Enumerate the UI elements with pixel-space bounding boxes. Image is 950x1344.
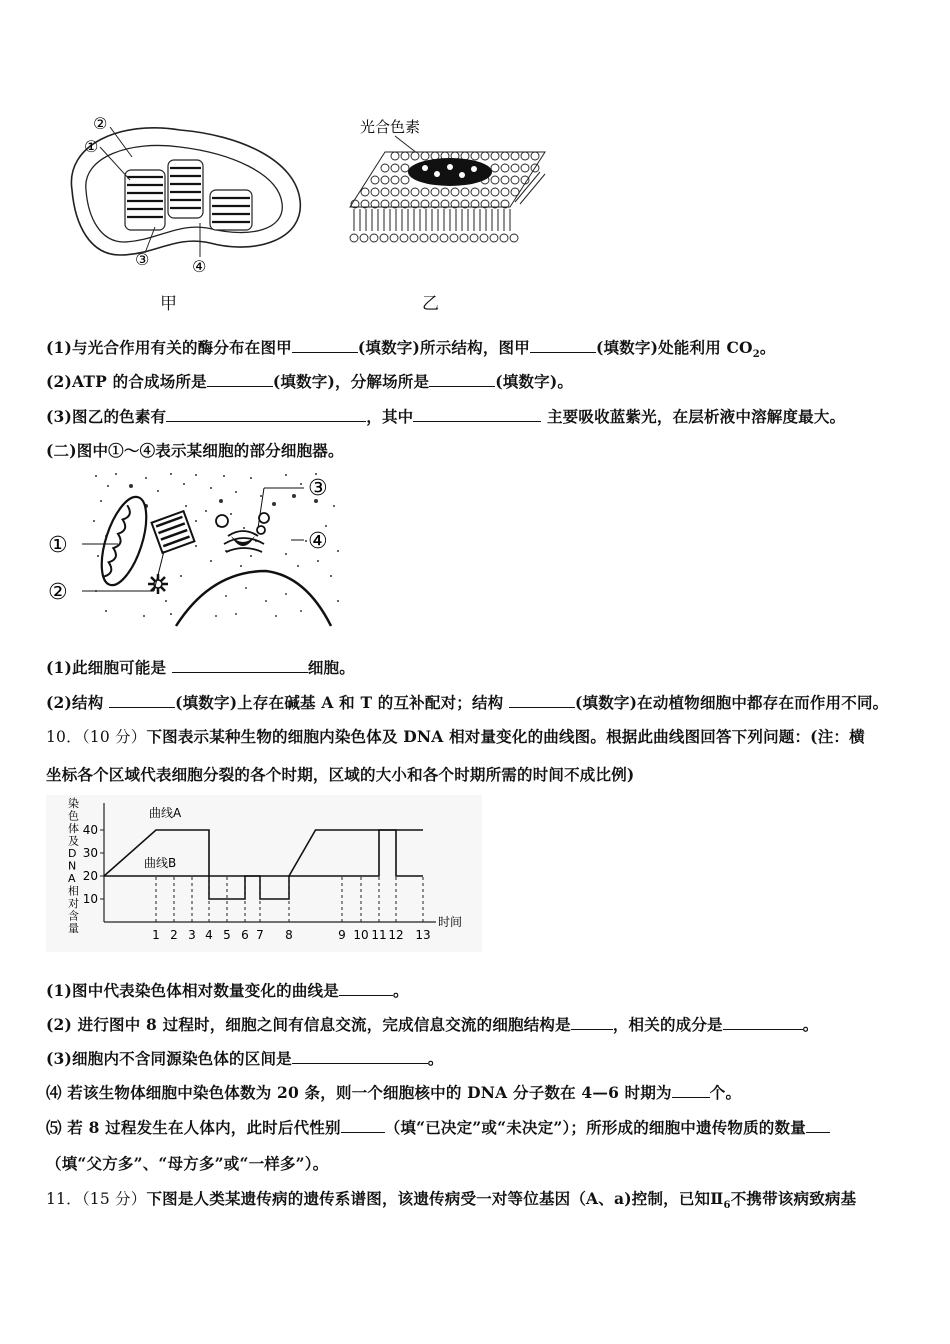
ylabel-char: 染 [68, 797, 79, 810]
q1-line-2 [46, 370, 573, 392]
answer-blank[interactable] [429, 372, 495, 387]
q1-1-text-end: 。 [759, 338, 776, 357]
x-tick-label: 7 [256, 928, 264, 942]
q1-3-text-a: (3)图乙的色素有 [46, 407, 167, 426]
x-tick-label: 1 [152, 928, 160, 942]
chromosome-dna-chart [46, 795, 482, 952]
q10-text-1: 下图表示某种生物的细胞内染色体及 DNA 相对量变化的曲线图。根据此曲线图回答下列问题：(注：横 [146, 727, 865, 746]
q10-sub-3 [46, 1047, 444, 1069]
q1-1-text-b: (填数字)所示结构，图甲 [357, 338, 530, 357]
q10-sub-5 [46, 1116, 830, 1138]
answer-blank[interactable] [413, 407, 541, 422]
answer-blank[interactable] [339, 981, 393, 996]
q10-4-text-b: 个。 [709, 1083, 742, 1102]
part2-1-text-b: 细胞。 [307, 658, 355, 677]
answer-blank[interactable] [672, 1083, 710, 1098]
q11-subscript: 6 [723, 1200, 731, 1212]
q11-line-1 [46, 1187, 856, 1211]
q10-4-text-a: ⑷ 若该生物体细胞中染色体数为 20 条，则一个细胞核中的 DNA 分子数在 4—6 时期为 [46, 1083, 672, 1102]
q1-2-text-b: (填数字)，分解场所是 [272, 372, 430, 391]
chloroplast-label-4: ④ [192, 257, 207, 276]
q10-3-text-a: (3)细胞内不含同源染色体的区间是 [46, 1049, 292, 1068]
chloroplast-label-2: ② [93, 114, 108, 133]
part2-line-1 [46, 656, 355, 678]
cell-label-2: ② [48, 580, 68, 605]
ylabel-char: N [68, 859, 77, 873]
q1-line-3 [46, 405, 845, 427]
q10-number: 10．（10 分） [46, 728, 147, 746]
thylakoid-membrane-figure [340, 112, 555, 262]
pigment-label: 光合色素 [360, 118, 421, 136]
q11-number: 11．（15 分） [46, 1190, 147, 1208]
q10-3-text-b: 。 [427, 1049, 444, 1068]
q10-sub-4 [46, 1081, 741, 1103]
q10-2-text-b: ，相关的成分是 [612, 1015, 723, 1034]
q10-line-2: 坐标各个区域代表细胞分裂的各个时期，区域的大小和各个时期所需的时间不成比例) [46, 765, 635, 784]
co2-subscript: 2 [752, 349, 760, 361]
q1-3-text-b: ，其中 [366, 407, 414, 426]
ylabel-char: D [68, 847, 77, 860]
q1-1-text-a: (1)与光合作用有关的酶分布在图甲 [46, 338, 292, 357]
answer-blank[interactable] [341, 1118, 385, 1133]
answer-blank[interactable] [530, 338, 596, 353]
q10-sub-1 [46, 979, 409, 1001]
part2-intro: (二)图中①～④表示某细胞的部分细胞器。 [46, 441, 344, 460]
x-tick-label: 4 [205, 928, 213, 942]
y-tick-label: 40 [82, 823, 98, 837]
answer-blank[interactable] [806, 1118, 830, 1133]
x-tick-label: 3 [188, 928, 196, 942]
q1-line-1 [46, 336, 776, 360]
answer-blank[interactable] [723, 1015, 803, 1030]
x-tick-label: 6 [241, 928, 249, 942]
cell-label-1: ① [48, 533, 68, 558]
answer-blank[interactable] [109, 693, 175, 708]
q10-5-text-b: （填“已决定”或“未决定”）；所形成的细胞中遗传物质的数量 [384, 1118, 806, 1137]
q11-text: 下图是人类某遗传病的遗传系谱图，该遗传病受一对等位基因（A、a)控制，已知Ⅱ [146, 1189, 724, 1208]
answer-blank[interactable] [172, 658, 308, 673]
ylabel-char: 对 [68, 897, 79, 910]
answer-blank[interactable] [292, 338, 358, 353]
q10-sub-5-cont: （填“父方多”、“母方多”或“一样多”）。 [46, 1154, 329, 1173]
q10-5-text-a: ⑸ 若 8 过程发生在人体内，此时后代性别 [46, 1118, 341, 1137]
chloroplast-label-3: ③ [135, 250, 150, 269]
ylabel-char: 含 [68, 909, 79, 923]
ylabel-char: 体 [68, 822, 79, 835]
y-tick-label: 10 [82, 892, 98, 906]
ylabel-char: A [68, 872, 76, 885]
q10-line-1 [46, 725, 865, 747]
part2-line-2 [46, 691, 888, 713]
chloroplast-label-1: ① [84, 137, 99, 156]
ylabel-char: 及 [68, 834, 79, 848]
q1-2-text-a: (2)ATP 的合成场所是 [46, 372, 207, 391]
cell-label-3: ③ [308, 476, 328, 501]
ylabel-char: 量 [68, 922, 79, 935]
q1-3-text-c: 主要吸收蓝紫光，在层析液中溶解度最大。 [541, 407, 846, 426]
x-tick-label: 2 [170, 928, 178, 942]
series-label-b: 曲线B [144, 856, 177, 870]
q10-1-text-b: 。 [392, 981, 409, 1000]
figure-yi-caption: 乙 [422, 294, 439, 314]
chloroplast-figure [60, 105, 310, 290]
y-tick-label: 30 [82, 846, 98, 860]
x-tick-label: 5 [223, 928, 231, 942]
part2-2-text-a: (2)结构 [46, 693, 110, 712]
answer-blank[interactable] [571, 1015, 613, 1030]
x-tick-label: 11 [371, 928, 387, 942]
x-tick-label: 10 [353, 928, 369, 942]
x-tick-label: 12 [388, 928, 404, 942]
q10-2-text-c: 。 [802, 1015, 819, 1034]
x-tick-label: 9 [338, 928, 346, 942]
q1-1-text-c: (填数字)处能利用 CO [595, 338, 753, 357]
ylabel-char: 相 [68, 884, 79, 898]
part2-2-text-c: (填数字)在动植物细胞中都存在而作用不同。 [574, 693, 889, 712]
x-tick-label: 8 [285, 928, 293, 942]
q1-2-text-c: (填数字)。 [495, 372, 574, 391]
q10-2-text-a: (2) 进行图中 8 过程时，细胞之间有信息交流，完成信息交流的细胞结构是 [46, 1015, 571, 1034]
q11-text-2: 不携带该病致病基 [730, 1189, 857, 1208]
figure-jia-caption: 甲 [160, 294, 177, 314]
ylabel-char: 色 [68, 809, 79, 823]
y-tick-label: 20 [82, 869, 98, 883]
x-axis-label: 时间 [438, 915, 463, 929]
x-tick-label: 13 [415, 928, 431, 942]
part2-2-text-b: (填数字)上存在碱基 A 和 T 的互补配对；结构 [175, 693, 509, 712]
answer-blank[interactable] [509, 693, 575, 708]
series-label-a: 曲线A [149, 806, 182, 820]
q10-1-text-a: (1)图中代表染色体相对数量变化的曲线是 [46, 981, 339, 1000]
cell-organelles-figure [46, 466, 346, 631]
answer-blank[interactable] [166, 407, 366, 422]
part2-1-text-a: (1)此细胞可能是 [46, 658, 172, 677]
q10-sub-2 [46, 1013, 818, 1035]
answer-blank[interactable] [292, 1049, 428, 1064]
answer-blank[interactable] [207, 372, 273, 387]
cell-label-4: ④ [308, 529, 328, 554]
